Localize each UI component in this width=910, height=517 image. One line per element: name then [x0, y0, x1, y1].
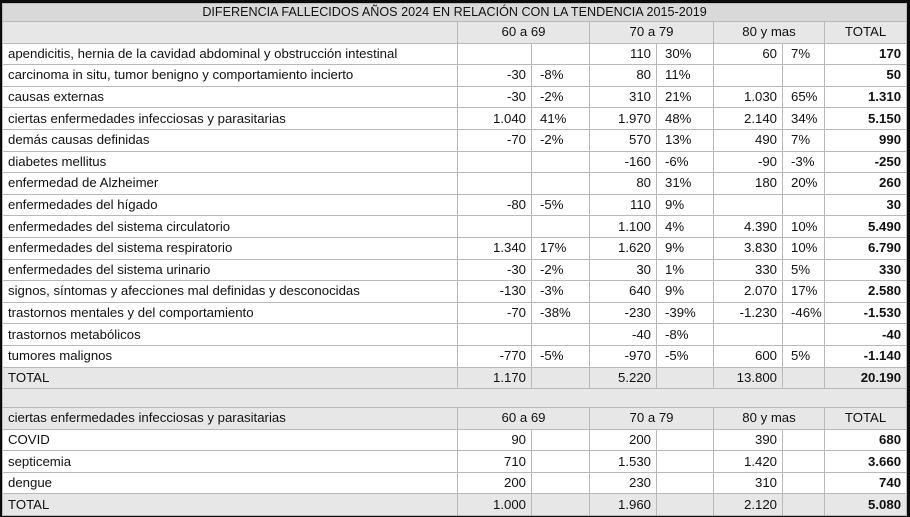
value-60-69: -70 [458, 302, 532, 324]
sub-pct-80-mas [783, 451, 825, 473]
sub-total-70-79-pct [657, 494, 714, 516]
pct-70-79: 30% [657, 43, 714, 65]
value-60-69: -130 [458, 281, 532, 303]
value-80-mas: -90 [714, 151, 783, 173]
value-60-69 [458, 43, 532, 65]
sub-header-70-79: 70 a 79 [590, 408, 714, 430]
sub-pct-70-79 [657, 451, 714, 473]
total-60-69: 1.170 [458, 367, 532, 389]
cause-label: carcinoma in situ, tumor benigno y comportamiento incierto [3, 65, 458, 87]
value-70-79: 110 [590, 194, 657, 216]
sub-table-row [3, 451, 907, 473]
sub-pct-70-79 [657, 472, 714, 494]
total-80-mas: 13.800 [714, 367, 783, 389]
sub-header-label: ciertas enfermedades infecciosas y parasitarias [3, 408, 458, 430]
sub-total-grand: 5.080 [825, 494, 907, 516]
table-row [3, 43, 907, 65]
value-70-79: 570 [590, 129, 657, 151]
pct-60-69 [532, 173, 590, 195]
sub-pct-80-mas [783, 472, 825, 494]
value-70-79: 110 [590, 43, 657, 65]
value-80-mas: 60 [714, 43, 783, 65]
pct-80-mas: 34% [783, 108, 825, 130]
value-80-mas [714, 194, 783, 216]
sub-header-row [3, 408, 907, 430]
row-total: 5.150 [825, 108, 907, 130]
value-70-79: 80 [590, 65, 657, 87]
value-80-mas [714, 324, 783, 346]
value-60-69: -30 [458, 86, 532, 108]
value-80-mas: 2.070 [714, 281, 783, 303]
pct-60-69 [532, 151, 590, 173]
pct-70-79: 9% [657, 281, 714, 303]
sub-row-total: 740 [825, 472, 907, 494]
deaths-difference-table [2, 3, 907, 516]
value-60-69 [458, 173, 532, 195]
pct-70-79: -6% [657, 151, 714, 173]
header-80-mas: 80 y mas [714, 22, 825, 44]
table-row [3, 108, 907, 130]
pct-70-79: 1% [657, 259, 714, 281]
value-60-69: -80 [458, 194, 532, 216]
sub-total-80-mas-pct [783, 494, 825, 516]
row-total: 260 [825, 173, 907, 195]
pct-80-mas: 5% [783, 259, 825, 281]
value-70-79: -40 [590, 324, 657, 346]
row-total: 30 [825, 194, 907, 216]
pct-70-79: 13% [657, 129, 714, 151]
pct-60-69: -3% [532, 281, 590, 303]
cause-label: trastornos mentales y del comportamiento [3, 302, 458, 324]
sub-header-60-69: 60 a 69 [458, 408, 590, 430]
row-total: 6.790 [825, 237, 907, 259]
pct-80-mas: -46% [783, 302, 825, 324]
pct-60-69: -8% [532, 65, 590, 87]
sub-pct-60-69 [532, 451, 590, 473]
value-80-mas: 4.390 [714, 216, 783, 238]
sub-value-70-79: 200 [590, 429, 657, 451]
cause-label: signos, síntomas y afecciones mal definidas y desconocidas [3, 281, 458, 303]
value-80-mas: -1.230 [714, 302, 783, 324]
table-row [3, 151, 907, 173]
sub-cause-label: COVID [3, 429, 458, 451]
pct-80-mas: 10% [783, 216, 825, 238]
pct-70-79: 11% [657, 65, 714, 87]
sub-total-60-69: 1.000 [458, 494, 532, 516]
row-total: -1.530 [825, 302, 907, 324]
sub-row-total: 3.660 [825, 451, 907, 473]
value-70-79: 30 [590, 259, 657, 281]
pct-70-79: 31% [657, 173, 714, 195]
value-70-79: 1.100 [590, 216, 657, 238]
total-60-69-pct [532, 367, 590, 389]
header-empty-cell [3, 22, 458, 44]
pct-80-mas: 5% [783, 345, 825, 367]
pct-80-mas: -3% [783, 151, 825, 173]
table-row [3, 216, 907, 238]
pct-70-79: -39% [657, 302, 714, 324]
pct-60-69 [532, 324, 590, 346]
value-80-mas: 3.830 [714, 237, 783, 259]
table-row [3, 302, 907, 324]
pct-60-69: -5% [532, 194, 590, 216]
value-70-79: 1.970 [590, 108, 657, 130]
row-total: -250 [825, 151, 907, 173]
cause-label: enfermedades del sistema circulatorio [3, 216, 458, 238]
sub-value-80-mas: 390 [714, 429, 783, 451]
value-60-69 [458, 151, 532, 173]
sub-total-60-69-pct [532, 494, 590, 516]
sub-pct-80-mas [783, 429, 825, 451]
pct-60-69: -38% [532, 302, 590, 324]
row-total: 1.310 [825, 86, 907, 108]
sub-total-label: TOTAL [3, 494, 458, 516]
pct-70-79: 21% [657, 86, 714, 108]
sub-cause-label: septicemia [3, 451, 458, 473]
table-row [3, 86, 907, 108]
total-70-79: 5.220 [590, 367, 657, 389]
spacer-row [3, 389, 907, 408]
table-row [3, 259, 907, 281]
pct-60-69 [532, 43, 590, 65]
sub-value-80-mas: 310 [714, 472, 783, 494]
pct-70-79: 9% [657, 194, 714, 216]
pct-80-mas [783, 194, 825, 216]
total-row [3, 367, 907, 389]
sub-cause-label: dengue [3, 472, 458, 494]
value-70-79: -970 [590, 345, 657, 367]
total-label: TOTAL [3, 367, 458, 389]
sub-value-70-79: 230 [590, 472, 657, 494]
table-title: DIFERENCIA FALLECIDOS AÑOS 2024 EN RELACIÓN CON LA TENDENCIA 2015-2019 [3, 4, 907, 22]
sub-value-70-79: 1.530 [590, 451, 657, 473]
pct-60-69: -2% [532, 86, 590, 108]
total-70-79-pct [657, 367, 714, 389]
pct-80-mas: 65% [783, 86, 825, 108]
total-80-mas-pct [783, 367, 825, 389]
row-total: 50 [825, 65, 907, 87]
cause-label: tumores malignos [3, 345, 458, 367]
sub-pct-60-69 [532, 429, 590, 451]
value-70-79: -160 [590, 151, 657, 173]
value-60-69: 1.040 [458, 108, 532, 130]
pct-60-69: -5% [532, 345, 590, 367]
pct-70-79: -5% [657, 345, 714, 367]
pct-80-mas: 20% [783, 173, 825, 195]
header-total: TOTAL [825, 22, 907, 44]
table-row [3, 345, 907, 367]
pct-60-69: -2% [532, 259, 590, 281]
value-80-mas: 330 [714, 259, 783, 281]
row-total: 330 [825, 259, 907, 281]
pct-80-mas [783, 324, 825, 346]
value-60-69 [458, 216, 532, 238]
sub-pct-70-79 [657, 429, 714, 451]
sub-total-80-mas: 2.120 [714, 494, 783, 516]
cause-label: demás causas definidas [3, 129, 458, 151]
table-row [3, 324, 907, 346]
cause-label: enfermedades del sistema respiratorio [3, 237, 458, 259]
value-80-mas: 180 [714, 173, 783, 195]
value-70-79: 80 [590, 173, 657, 195]
value-60-69: -30 [458, 259, 532, 281]
cause-label: causas externas [3, 86, 458, 108]
cause-label: enfermedad de Alzheimer [3, 173, 458, 195]
value-80-mas [714, 65, 783, 87]
cause-label: diabetes mellitus [3, 151, 458, 173]
sub-value-60-69: 710 [458, 451, 532, 473]
pct-60-69: 41% [532, 108, 590, 130]
cause-label: trastornos metabólicos [3, 324, 458, 346]
sub-total-70-79: 1.960 [590, 494, 657, 516]
row-total: 990 [825, 129, 907, 151]
cause-label: apendicitis, hernia de la cavidad abdominal y obstrucción intestinal [3, 43, 458, 65]
pct-80-mas: 7% [783, 129, 825, 151]
sub-value-60-69: 90 [458, 429, 532, 451]
sub-total-row [3, 494, 907, 516]
sub-value-60-69: 200 [458, 472, 532, 494]
value-60-69: -70 [458, 129, 532, 151]
pct-80-mas: 7% [783, 43, 825, 65]
pct-70-79: 4% [657, 216, 714, 238]
cause-label: enfermedades del sistema urinario [3, 259, 458, 281]
value-70-79: 310 [590, 86, 657, 108]
table-row [3, 65, 907, 87]
row-total: 5.490 [825, 216, 907, 238]
sub-table-row [3, 472, 907, 494]
table-row [3, 129, 907, 151]
pct-70-79: 9% [657, 237, 714, 259]
pct-60-69: 17% [532, 237, 590, 259]
row-total: -1.140 [825, 345, 907, 367]
spreadsheet [2, 3, 906, 515]
spacer-cell [3, 389, 907, 408]
value-60-69 [458, 324, 532, 346]
value-60-69: 1.340 [458, 237, 532, 259]
row-total: 2.580 [825, 281, 907, 303]
table-row [3, 237, 907, 259]
header-row [3, 22, 907, 44]
sub-row-total: 680 [825, 429, 907, 451]
header-70-79: 70 a 79 [590, 22, 714, 44]
pct-80-mas: 17% [783, 281, 825, 303]
pct-70-79: 48% [657, 108, 714, 130]
table-row [3, 281, 907, 303]
value-80-mas: 490 [714, 129, 783, 151]
value-70-79: 640 [590, 281, 657, 303]
sub-header-80-mas: 80 y mas [714, 408, 825, 430]
sub-value-80-mas: 1.420 [714, 451, 783, 473]
cause-label: enfermedades del hígado [3, 194, 458, 216]
header-60-69: 60 a 69 [458, 22, 590, 44]
value-80-mas: 600 [714, 345, 783, 367]
value-60-69: -770 [458, 345, 532, 367]
value-80-mas: 1.030 [714, 86, 783, 108]
pct-60-69: -2% [532, 129, 590, 151]
value-80-mas: 2.140 [714, 108, 783, 130]
sub-pct-60-69 [532, 472, 590, 494]
value-70-79: -230 [590, 302, 657, 324]
table-row [3, 173, 907, 195]
row-total: 170 [825, 43, 907, 65]
row-total: -40 [825, 324, 907, 346]
pct-70-79: -8% [657, 324, 714, 346]
pct-80-mas: 10% [783, 237, 825, 259]
sub-table-row [3, 429, 907, 451]
pct-60-69 [532, 216, 590, 238]
title-row [3, 4, 907, 22]
table-row [3, 194, 907, 216]
pct-80-mas [783, 65, 825, 87]
total-grand: 20.190 [825, 367, 907, 389]
cause-label: ciertas enfermedades infecciosas y parasitarias [3, 108, 458, 130]
value-70-79: 1.620 [590, 237, 657, 259]
sub-header-total: TOTAL [825, 408, 907, 430]
value-60-69: -30 [458, 65, 532, 87]
